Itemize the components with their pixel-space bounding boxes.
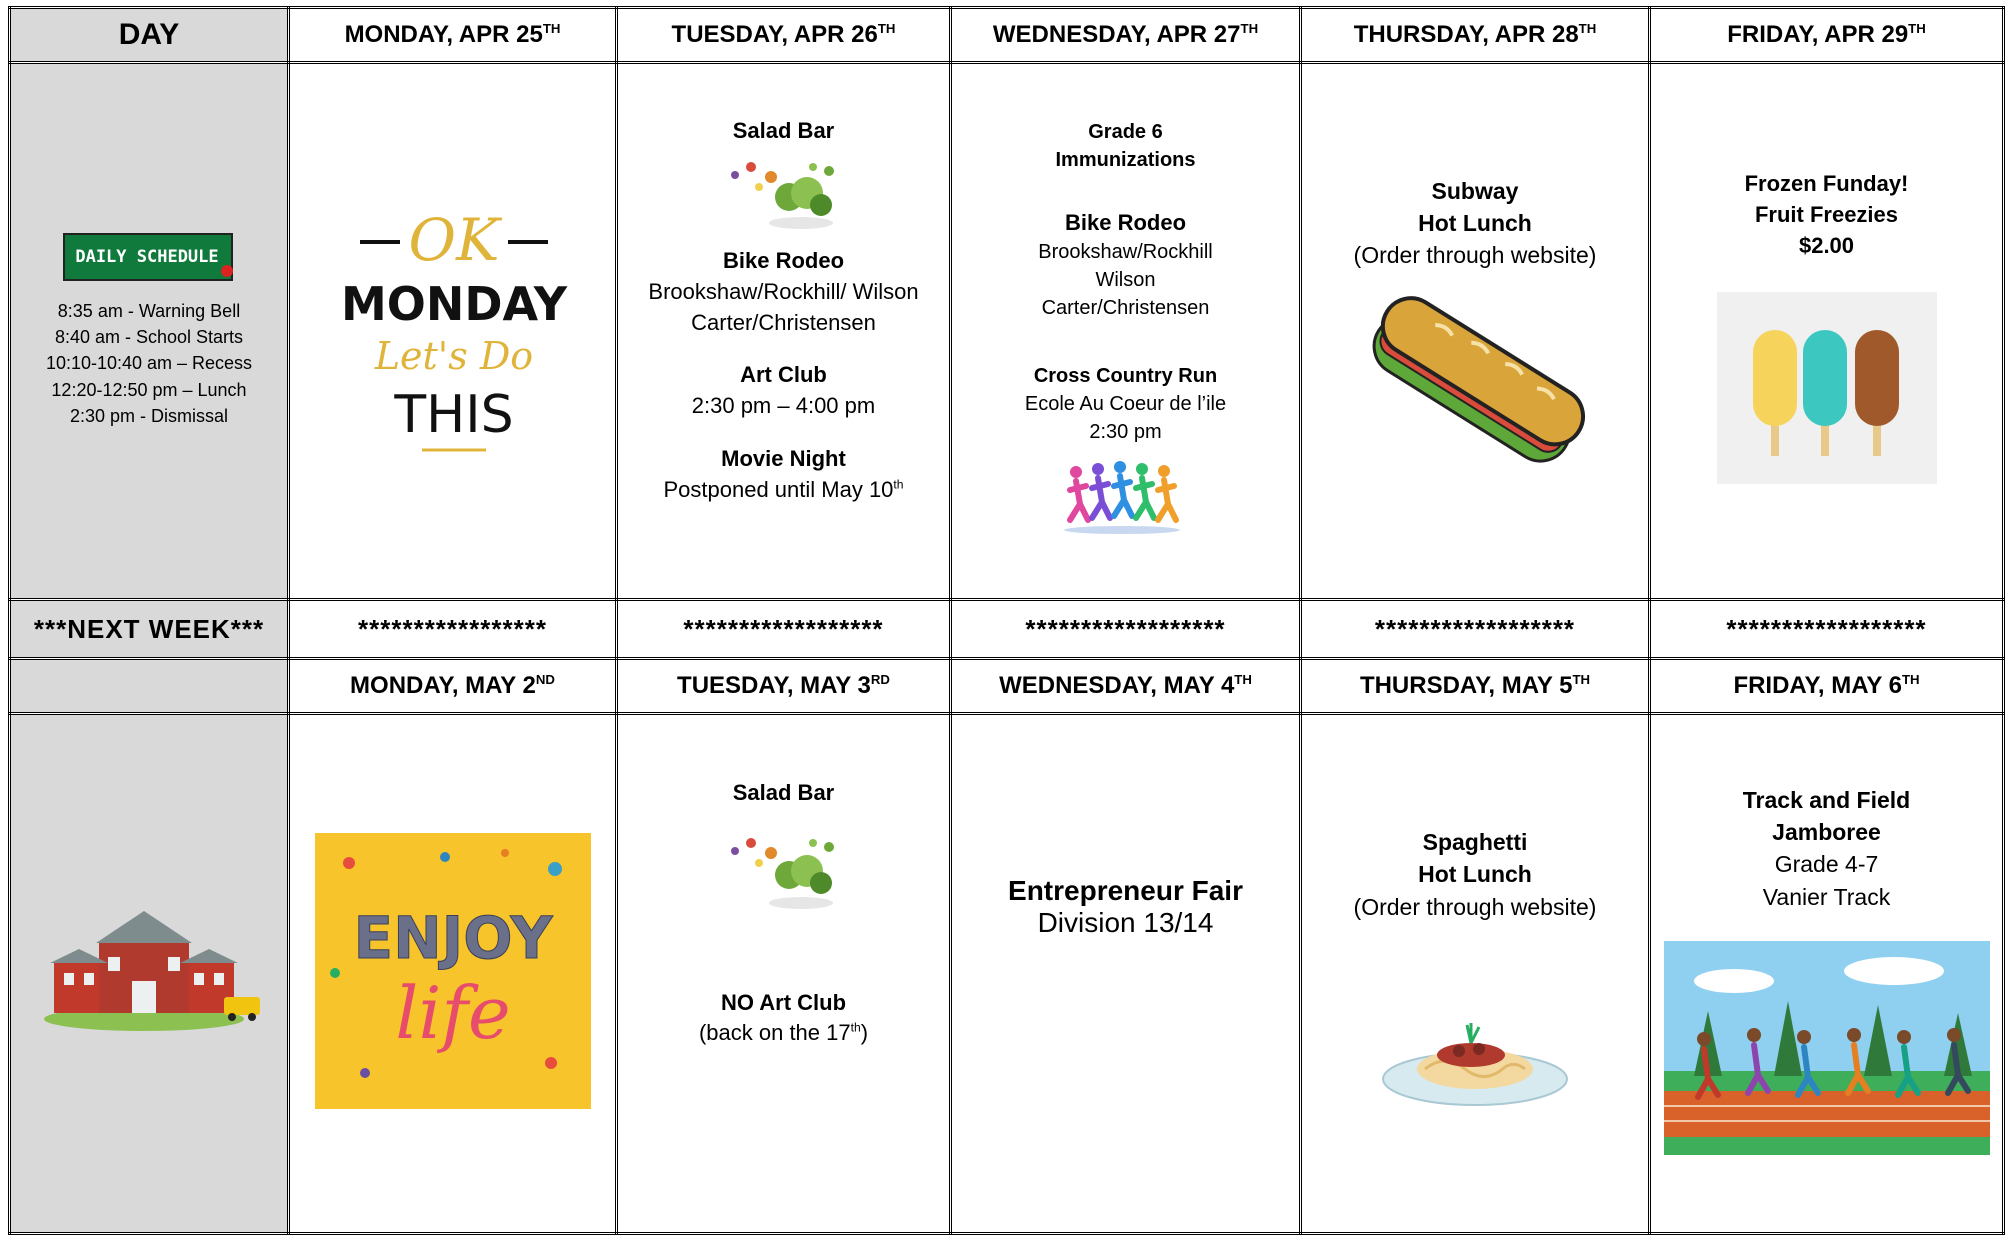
bike-rodeo-line: Carter/Christensen xyxy=(691,309,876,335)
order-note: (Order through website) xyxy=(1353,893,1597,920)
schedule-times xyxy=(11,298,287,428)
frozen-funday-title: Frozen Funday! xyxy=(1744,171,1909,197)
separator-stars: ****************** xyxy=(951,600,1301,659)
day-header-wed-may4: WEDNESDAY, MAY 4TH xyxy=(951,659,1301,714)
wednesday-may4-cell xyxy=(951,714,1301,1234)
art-club-title: Art Club xyxy=(740,362,827,388)
location-line: Vanier Track xyxy=(1762,883,1891,910)
monday-may2-cell xyxy=(289,714,617,1234)
svg-text:Let's Do: Let's Do xyxy=(374,333,533,378)
track-field-title: Track and Field xyxy=(1742,787,1911,814)
svg-text:MONDAY: MONDAY xyxy=(340,276,567,331)
ok-monday-poster-image xyxy=(338,194,568,464)
salad-bar-title: Salad Bar xyxy=(732,118,835,144)
day-header-thu-apr28: THURSDAY, APR 28TH xyxy=(1301,8,1650,63)
day-header-mon-apr25: MONDAY, APR 25TH xyxy=(289,8,617,63)
popsicles-image xyxy=(1717,292,1937,484)
thursday-apr28-cell xyxy=(1301,63,1650,600)
hot-lunch-title: Hot Lunch xyxy=(1418,861,1532,888)
thursday-may5-cell xyxy=(1301,714,1650,1234)
cross-country-line: 2:30 pm xyxy=(1089,421,1162,444)
daily-schedule-cell xyxy=(10,63,289,600)
friday-apr29-cell xyxy=(1650,63,2004,600)
subway-title: Subway xyxy=(1431,177,1519,204)
separator-stars: ***************** xyxy=(289,600,617,659)
svg-text:DAILY SCHEDULE: DAILY SCHEDULE xyxy=(75,247,219,268)
svg-text:life: life xyxy=(394,971,511,1055)
week2-header-row xyxy=(10,659,2004,714)
salad-icon xyxy=(709,147,859,237)
schedule-line: 8:35 am - Warning Bell xyxy=(57,301,241,322)
order-note: (Order through website) xyxy=(1353,242,1597,268)
school-building-cell xyxy=(10,714,289,1234)
bike-rodeo-line: Brookshaw/Rockhill/ Wilson xyxy=(648,278,919,304)
svg-text:OK: OK xyxy=(408,205,499,274)
tuesday-may3-cell xyxy=(617,714,951,1234)
bike-rodeo-line: Wilson xyxy=(1095,269,1156,292)
immunizations-line: Immunizations xyxy=(1055,148,1196,171)
entrepreneur-fair-title: Entrepreneur Fair xyxy=(1008,875,1243,906)
runners-icon xyxy=(1056,456,1196,536)
day-header-fri-apr29: FRIDAY, APR 29TH xyxy=(1650,8,2004,63)
day-header-tue-apr26: TUESDAY, APR 26TH xyxy=(617,8,951,63)
day-header-fri-may6: FRIDAY, MAY 6TH xyxy=(1650,659,2004,714)
svg-text:THIS: THIS xyxy=(393,384,514,445)
freezie-price: $2.00 xyxy=(1798,233,1855,258)
hot-lunch-title: Hot Lunch xyxy=(1418,209,1532,236)
bike-rodeo-line: Brookshaw/Rockhill xyxy=(1038,241,1213,264)
svg-text:ENJOY: ENJOY xyxy=(353,904,552,972)
friday-may6-cell xyxy=(1650,714,2004,1234)
day-column-blank xyxy=(10,659,289,714)
salad-icon xyxy=(709,819,859,919)
week1-content-row xyxy=(10,63,2004,600)
day-header-mon-may2: MONDAY, MAY 2ND xyxy=(289,659,617,714)
daily-schedule-sign-icon xyxy=(63,233,235,283)
next-week-separator-row xyxy=(10,600,2004,659)
bike-rodeo-line: Carter/Christensen xyxy=(1041,297,1210,320)
day-column-header: DAY xyxy=(10,8,289,63)
movie-night-note: Postponed until May 10th xyxy=(663,476,904,502)
cross-country-title: Cross Country Run xyxy=(1033,365,1218,388)
grade-line: Grade 4-7 xyxy=(1774,851,1879,878)
day-header-wed-apr27: WEDNESDAY, APR 27TH xyxy=(951,8,1301,63)
bike-rodeo-title: Bike Rodeo xyxy=(722,248,845,273)
tuesday-apr26-cell xyxy=(617,63,951,600)
entrepreneur-fair-division: Division 13/14 xyxy=(1037,907,1214,938)
immunizations-line: Grade 6 xyxy=(1088,120,1163,143)
art-club-time: 2:30 pm – 4:00 pm xyxy=(691,393,876,419)
salad-bar-title: Salad Bar xyxy=(732,779,835,805)
separator-stars: ****************** xyxy=(617,600,951,659)
track-runners-image xyxy=(1664,941,1990,1155)
bike-rodeo-title: Bike Rodeo xyxy=(1064,209,1187,235)
fruit-freezies-title: Fruit Freezies xyxy=(1754,202,1899,228)
wednesday-apr27-cell xyxy=(951,63,1301,600)
schedule-line: 12:20-12:50 pm – Lunch xyxy=(51,379,247,400)
schedule-line: 8:40 am - School Starts xyxy=(54,327,244,348)
enjoy-life-poster-image xyxy=(315,833,591,1109)
separator-stars: ****************** xyxy=(1301,600,1650,659)
spaghetti-plate-icon xyxy=(1375,1003,1575,1113)
cross-country-line: Ecole Au Coeur de l’ile xyxy=(1024,393,1227,416)
no-art-club-note: (back on the 17th) xyxy=(698,1020,869,1046)
day-header-thu-may5: THURSDAY, MAY 5TH xyxy=(1301,659,1650,714)
sub-sandwich-icon xyxy=(1350,289,1600,479)
next-week-label: ***NEXT WEEK*** xyxy=(10,600,289,659)
schedule-line: 2:30 pm - Dismissal xyxy=(69,405,229,426)
week1-header-row xyxy=(10,8,2004,63)
school-building-icon xyxy=(34,901,264,1041)
no-art-club-title: NO Art Club xyxy=(720,989,847,1015)
spaghetti-title: Spaghetti xyxy=(1422,829,1528,856)
separator-stars: ****************** xyxy=(1650,600,2004,659)
monday-apr25-cell xyxy=(289,63,617,600)
day-header-tue-may3: TUESDAY, MAY 3RD xyxy=(617,659,951,714)
calendar-table xyxy=(8,6,2005,1235)
week2-content-row xyxy=(10,714,2004,1234)
movie-night-title: Movie Night xyxy=(721,445,846,471)
schedule-line: 10:10-10:40 am – Recess xyxy=(45,353,253,374)
jamboree-title: Jamboree xyxy=(1772,819,1881,846)
